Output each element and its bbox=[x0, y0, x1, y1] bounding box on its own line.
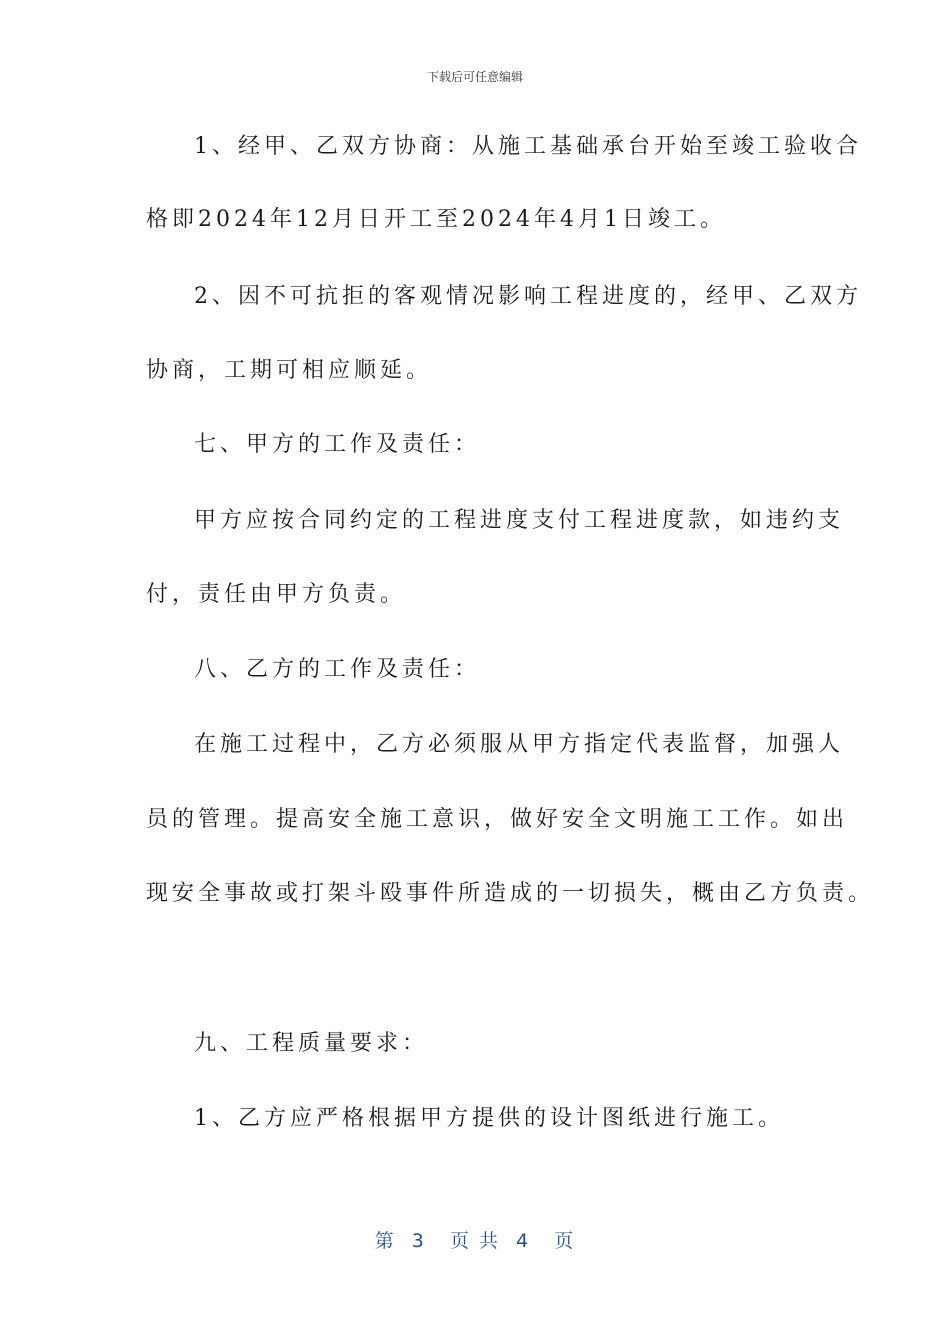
section-heading-eight: 八、乙方的工作及责任： bbox=[194, 657, 481, 682]
paragraph-line-9: 在施工过程中，乙方必须服从甲方指定代表监督，加强人 bbox=[194, 732, 845, 757]
paragraph-line-4: 协商，工期可相应顺延。 bbox=[146, 358, 433, 383]
paragraph-line-6: 甲方应按合同约定的工程进度支付工程进度款，如违约支 bbox=[194, 508, 845, 533]
page-number-footer: 第 3 页 共 4 页 bbox=[374, 1230, 576, 1252]
paragraph-line-11: 现安全事故或打架斗殴事件所造成的一切损失，概由乙方负责。 bbox=[146, 881, 875, 906]
paragraph-line-7: 付，责任由甲方负责。 bbox=[146, 582, 407, 607]
paragraph-line-2: 格即2024年12月日开工至2024年4月1日竣工。 bbox=[146, 207, 726, 232]
paragraph-line-3: 2、因不可抗拒的客观情况影响工程进度的，经甲、乙双方 bbox=[194, 284, 862, 309]
paragraph-line-13: 1、乙方应严格根据甲方提供的设计图纸进行施工。 bbox=[194, 1106, 784, 1131]
paragraph-line-10: 员的管理。提高安全施工意识，做好安全文明施工工作。如出 bbox=[146, 807, 849, 832]
section-heading-seven: 七、甲方的工作及责任： bbox=[194, 432, 481, 457]
section-heading-nine: 九、工程质量要求： bbox=[194, 1031, 429, 1056]
paragraph-line-1: 1、经甲、乙双方协商：从施工基础承台开始至竣工验收合 bbox=[194, 134, 862, 159]
page-header-note: 下载后可任意编辑 bbox=[426, 70, 523, 84]
